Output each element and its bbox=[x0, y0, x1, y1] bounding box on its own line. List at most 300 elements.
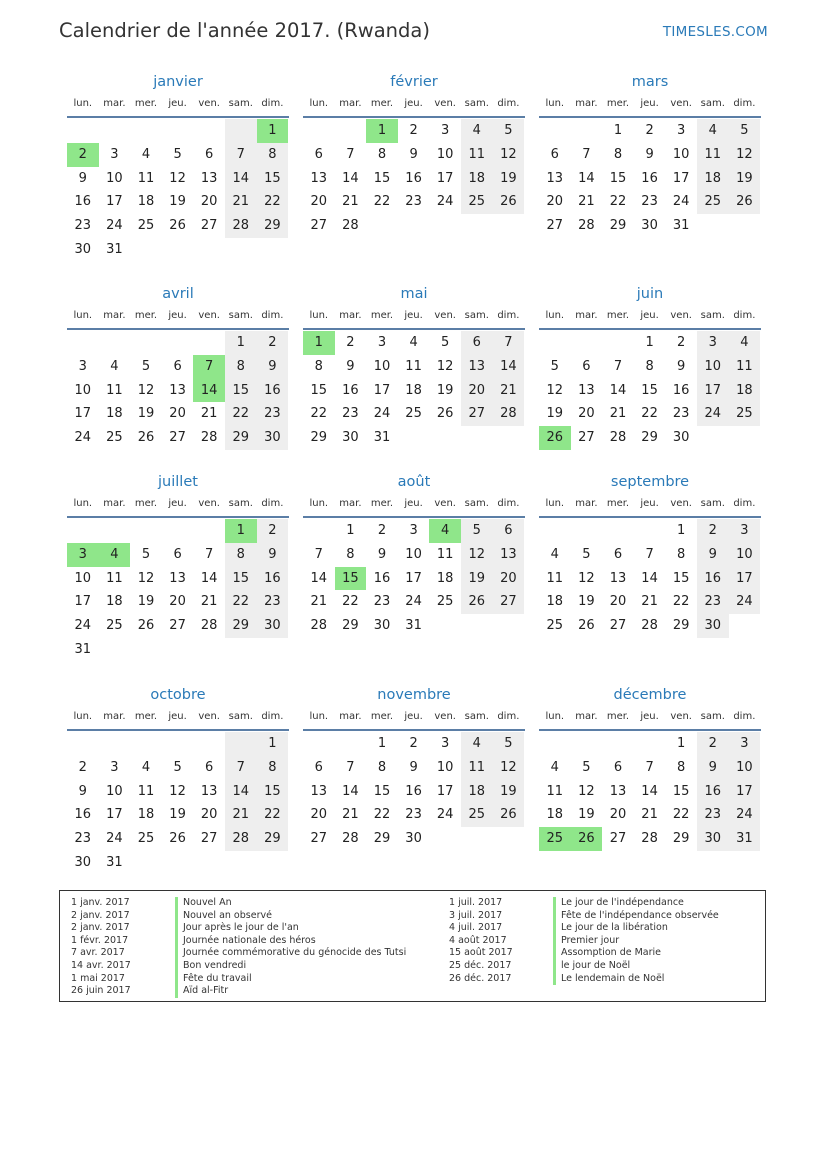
weekday-header bbox=[67, 94, 289, 118]
day-cell: 19 bbox=[169, 194, 186, 210]
day-cell: 25 bbox=[729, 402, 761, 426]
day-cell: 29 bbox=[373, 831, 391, 847]
weekday-header bbox=[303, 94, 525, 118]
month-name: mars bbox=[631, 74, 669, 90]
day-cell: 26 bbox=[461, 590, 493, 614]
legend-holiday-name: Le lendemain de Noël bbox=[553, 973, 664, 986]
weekday-label: lun. bbox=[545, 498, 565, 509]
holiday-day-cell: 1 bbox=[257, 119, 289, 143]
day-cell: 11 bbox=[405, 358, 422, 374]
day-cell: 6 bbox=[493, 519, 525, 543]
day-cell: 5 bbox=[141, 546, 151, 562]
day-cell: 29 bbox=[225, 426, 257, 450]
month-5 bbox=[539, 282, 761, 450]
empty-day-cell bbox=[303, 519, 335, 543]
day-cell: 5 bbox=[729, 119, 761, 143]
legend-date: 1 mai 2017 bbox=[71, 972, 125, 984]
empty-day-cell bbox=[602, 519, 634, 543]
day-cell: 21 bbox=[200, 406, 218, 422]
day-cell: 14 bbox=[493, 355, 525, 379]
weekday-label: mar. bbox=[103, 711, 126, 722]
empty-day-cell bbox=[539, 331, 571, 355]
holiday-day-cell: 14 bbox=[193, 379, 225, 403]
day-cell: 11 bbox=[461, 756, 493, 780]
day-cell: 28 bbox=[641, 831, 658, 847]
day-cell: 4 bbox=[550, 546, 559, 562]
legend-date: 4 juil. 2017 bbox=[449, 922, 503, 934]
day-cell: 15 bbox=[310, 382, 328, 398]
day-cell: 7 bbox=[205, 546, 214, 562]
empty-day-cell bbox=[571, 119, 603, 143]
day-cell: 3 bbox=[441, 736, 450, 751]
weekday-label: lun. bbox=[545, 98, 565, 109]
day-cell: 3 bbox=[677, 123, 686, 138]
empty-day-cell bbox=[130, 331, 162, 355]
day-cell: 18 bbox=[137, 807, 155, 823]
legend-holiday-name: Nouvel an observé bbox=[175, 910, 272, 923]
day-cell: 24 bbox=[373, 406, 391, 422]
legend-row bbox=[71, 973, 406, 986]
day-cell: 22 bbox=[257, 803, 289, 827]
day-cell: 3 bbox=[409, 523, 418, 538]
day-cell: 28 bbox=[609, 430, 627, 446]
day-cell: 23 bbox=[342, 406, 359, 422]
day-cell: 13 bbox=[546, 170, 564, 186]
day-cell: 3 bbox=[110, 759, 119, 775]
day-cell: 10 bbox=[74, 382, 92, 398]
empty-day-cell bbox=[99, 119, 131, 143]
day-cell: 6 bbox=[550, 146, 559, 162]
weekday-label: mar. bbox=[339, 498, 362, 509]
day-cell: 18 bbox=[106, 406, 123, 422]
weekday-label: jeu. bbox=[168, 310, 187, 321]
day-cell: 10 bbox=[405, 546, 422, 562]
legend-holiday-name: Aïd al-Fitr bbox=[175, 985, 228, 998]
day-cell: 6 bbox=[205, 759, 214, 775]
day-cell: 3 bbox=[441, 123, 450, 138]
day-cell: 27 bbox=[310, 831, 328, 847]
day-cell: 10 bbox=[436, 146, 454, 162]
legend-holiday-name: Fête de l'indépendance observée bbox=[553, 910, 719, 923]
day-cell: 26 bbox=[578, 618, 595, 634]
day-cell: 19 bbox=[169, 807, 186, 823]
day-cell: 13 bbox=[310, 170, 328, 186]
weekday-label: ven. bbox=[198, 711, 220, 722]
empty-day-cell bbox=[193, 119, 225, 143]
weekday-label: jeu. bbox=[640, 98, 659, 109]
weekday-label: mer. bbox=[606, 498, 630, 509]
weekday-label: jeu. bbox=[404, 711, 423, 722]
day-cell: 20 bbox=[169, 406, 186, 422]
day-cell: 5 bbox=[582, 759, 591, 775]
day-cell: 24 bbox=[106, 218, 123, 234]
day-cell: 1 bbox=[377, 736, 387, 751]
legend-date: 25 déc. 2017 bbox=[449, 959, 512, 971]
legend-holiday-name: Fête du travail bbox=[175, 973, 252, 986]
day-grid bbox=[303, 119, 525, 238]
weekday-label: mar. bbox=[575, 711, 598, 722]
day-cell: 10 bbox=[74, 570, 92, 586]
day-cell: 30 bbox=[672, 430, 690, 446]
day-cell: 9 bbox=[346, 358, 355, 374]
day-cell: 30 bbox=[697, 614, 729, 638]
holiday-day-cell: 25 bbox=[539, 827, 571, 851]
day-cell: 6 bbox=[205, 146, 214, 162]
day-cell: 6 bbox=[613, 546, 623, 562]
month-name: août bbox=[397, 474, 431, 490]
day-cell: 27 bbox=[200, 218, 218, 234]
day-cell: 30 bbox=[405, 831, 422, 847]
weekday-label: mar. bbox=[575, 98, 598, 109]
day-cell: 20 bbox=[200, 194, 218, 210]
day-cell: 13 bbox=[609, 570, 627, 586]
month-name: décembre bbox=[613, 687, 687, 703]
day-cell: 27 bbox=[546, 218, 564, 234]
day-cell: 26 bbox=[137, 430, 155, 446]
month-3 bbox=[67, 282, 289, 450]
holiday-day-cell: 7 bbox=[193, 355, 225, 379]
day-cell: 22 bbox=[672, 594, 690, 610]
day-cell: 25 bbox=[106, 618, 123, 634]
weekday-label: mer. bbox=[606, 310, 630, 321]
day-cell: 21 bbox=[225, 190, 257, 214]
day-cell: 8 bbox=[677, 759, 686, 775]
empty-day-cell bbox=[99, 519, 131, 543]
day-cell: 24 bbox=[106, 831, 123, 847]
day-cell: 9 bbox=[697, 543, 729, 567]
day-cell: 26 bbox=[493, 190, 525, 214]
legend-holiday-name: Premier jour bbox=[553, 935, 619, 948]
day-cell: 18 bbox=[405, 382, 422, 398]
day-cell: 9 bbox=[409, 146, 418, 162]
legend-date: 2 janv. 2017 bbox=[71, 922, 130, 934]
legend-date: 7 avr. 2017 bbox=[71, 947, 125, 959]
day-cell: 25 bbox=[106, 430, 123, 446]
empty-day-cell bbox=[162, 519, 194, 543]
legend-column-right bbox=[449, 897, 719, 985]
day-cell: 4 bbox=[110, 358, 119, 374]
legend-row bbox=[449, 947, 719, 960]
day-cell: 23 bbox=[405, 807, 422, 823]
month-name: avril bbox=[162, 286, 194, 302]
empty-day-cell bbox=[225, 732, 257, 756]
day-cell: 27 bbox=[578, 430, 595, 446]
day-cell: 9 bbox=[78, 783, 87, 799]
weekday-label: sam. bbox=[700, 711, 725, 722]
legend-row bbox=[71, 897, 406, 910]
weekday-label: ven. bbox=[434, 498, 456, 509]
weekday-label: dim. bbox=[497, 711, 520, 722]
weekday-header bbox=[539, 494, 761, 518]
day-cell: 13 bbox=[310, 783, 328, 799]
empty-day-cell bbox=[162, 331, 194, 355]
day-cell: 12 bbox=[137, 570, 155, 586]
day-cell: 5 bbox=[493, 119, 525, 143]
day-cell: 9 bbox=[645, 146, 654, 162]
legend-holiday-name: Le jour de la libération bbox=[553, 922, 668, 935]
day-cell: 13 bbox=[461, 355, 493, 379]
day-cell: 8 bbox=[225, 355, 257, 379]
day-cell: 21 bbox=[493, 379, 525, 403]
day-cell: 28 bbox=[493, 402, 525, 426]
day-cell: 23 bbox=[672, 406, 690, 422]
day-grid bbox=[539, 119, 761, 238]
legend-date: 1 juil. 2017 bbox=[449, 897, 503, 908]
weekday-header bbox=[67, 707, 289, 731]
weekday-label: ven. bbox=[198, 498, 220, 509]
day-cell: 14 bbox=[641, 783, 658, 799]
day-cell: 25 bbox=[697, 190, 729, 214]
brand-link[interactable]: TIMESLES.COM bbox=[662, 24, 768, 40]
day-cell: 27 bbox=[461, 402, 493, 426]
weekday-label: jeu. bbox=[404, 498, 423, 509]
day-cell: 6 bbox=[461, 331, 493, 355]
weekday-label: sam. bbox=[464, 498, 489, 509]
day-grid bbox=[67, 519, 289, 662]
day-cell: 23 bbox=[697, 803, 729, 827]
day-cell: 19 bbox=[461, 567, 493, 591]
day-cell: 22 bbox=[257, 190, 289, 214]
day-cell: 13 bbox=[609, 783, 627, 799]
day-cell: 28 bbox=[310, 618, 328, 634]
empty-day-cell bbox=[335, 732, 367, 756]
day-cell: 8 bbox=[645, 358, 654, 374]
weekday-label: ven. bbox=[434, 711, 456, 722]
day-cell: 12 bbox=[578, 783, 595, 799]
weekday-label: ven. bbox=[670, 310, 692, 321]
day-cell: 24 bbox=[729, 803, 761, 827]
empty-day-cell bbox=[303, 119, 335, 143]
day-grid bbox=[539, 732, 761, 851]
legend-holiday-name: Jour après le jour de l'an bbox=[175, 922, 299, 935]
day-cell: 18 bbox=[546, 594, 564, 610]
day-cell: 4 bbox=[461, 119, 493, 143]
empty-day-cell bbox=[162, 119, 194, 143]
legend-holiday-name: Bon vendredi bbox=[175, 960, 246, 973]
day-cell: 7 bbox=[346, 146, 355, 162]
day-cell: 27 bbox=[200, 831, 218, 847]
day-cell: 12 bbox=[578, 570, 595, 586]
holiday-day-cell: 26 bbox=[571, 827, 603, 851]
empty-day-cell bbox=[539, 732, 571, 756]
day-cell: 28 bbox=[578, 218, 595, 234]
day-grid bbox=[303, 519, 525, 638]
day-cell: 2 bbox=[677, 335, 686, 350]
legend-date: 26 déc. 2017 bbox=[449, 972, 512, 984]
day-cell: 4 bbox=[409, 335, 418, 350]
day-cell: 17 bbox=[729, 780, 761, 804]
holiday-day-cell: 4 bbox=[429, 519, 461, 543]
day-cell: 9 bbox=[78, 170, 87, 186]
day-cell: 19 bbox=[436, 382, 454, 398]
holiday-day-cell: 1 bbox=[303, 331, 335, 355]
day-cell: 31 bbox=[106, 854, 123, 870]
day-cell: 2 bbox=[78, 759, 87, 775]
day-cell: 6 bbox=[582, 358, 591, 374]
holiday-day-cell: 2 bbox=[67, 143, 99, 167]
day-cell: 8 bbox=[346, 546, 355, 562]
legend-row bbox=[71, 985, 406, 998]
day-cell: 24 bbox=[436, 194, 454, 210]
weekday-label: dim. bbox=[733, 498, 756, 509]
weekday-label: lun. bbox=[309, 711, 329, 722]
day-cell: 8 bbox=[257, 143, 289, 167]
day-cell: 29 bbox=[609, 218, 627, 234]
day-cell: 1 bbox=[677, 736, 686, 751]
empty-day-cell bbox=[67, 732, 99, 756]
weekday-label: sam. bbox=[228, 98, 253, 109]
weekday-label: mer. bbox=[134, 310, 158, 321]
day-cell: 23 bbox=[74, 218, 92, 234]
day-cell: 26 bbox=[169, 831, 186, 847]
legend-holiday-name: le jour de Noël bbox=[553, 960, 630, 973]
weekday-label: jeu. bbox=[168, 498, 187, 509]
weekday-label: ven. bbox=[670, 98, 692, 109]
weekday-header bbox=[303, 306, 525, 330]
empty-day-cell bbox=[99, 732, 131, 756]
legend-date: 26 juin 2017 bbox=[71, 985, 131, 997]
weekday-label: mar. bbox=[103, 310, 126, 321]
month-4 bbox=[303, 282, 525, 450]
weekday-label: ven. bbox=[198, 310, 220, 321]
day-cell: 31 bbox=[74, 641, 92, 657]
day-cell: 2 bbox=[346, 335, 355, 350]
day-cell: 12 bbox=[546, 382, 564, 398]
empty-day-cell bbox=[602, 331, 634, 355]
day-cell: 9 bbox=[257, 543, 289, 567]
day-cell: 4 bbox=[697, 119, 729, 143]
day-cell: 22 bbox=[609, 194, 627, 210]
day-cell: 17 bbox=[74, 406, 92, 422]
weekday-label: sam. bbox=[228, 310, 253, 321]
legend-date: 3 juil. 2017 bbox=[449, 909, 503, 921]
empty-day-cell bbox=[539, 519, 571, 543]
day-cell: 21 bbox=[342, 194, 359, 210]
day-cell: 23 bbox=[373, 594, 391, 610]
day-cell: 17 bbox=[436, 783, 454, 799]
empty-day-cell bbox=[193, 519, 225, 543]
day-cell: 4 bbox=[141, 146, 151, 162]
day-cell: 5 bbox=[550, 358, 559, 374]
legend-row bbox=[71, 935, 406, 948]
day-grid bbox=[303, 331, 525, 450]
day-cell: 23 bbox=[257, 402, 289, 426]
day-cell: 10 bbox=[672, 146, 690, 162]
legend-row bbox=[449, 922, 719, 935]
day-cell: 1 bbox=[346, 523, 355, 538]
empty-day-cell bbox=[162, 732, 194, 756]
weekday-header bbox=[67, 494, 289, 518]
empty-day-cell bbox=[634, 519, 666, 543]
weekday-label: mer. bbox=[134, 711, 158, 722]
day-cell: 12 bbox=[169, 170, 186, 186]
empty-day-cell bbox=[571, 331, 603, 355]
day-cell: 2 bbox=[409, 123, 418, 138]
month-8 bbox=[539, 470, 761, 638]
day-cell: 18 bbox=[729, 379, 761, 403]
day-cell: 4 bbox=[550, 759, 559, 775]
month-0 bbox=[67, 70, 289, 262]
day-cell: 16 bbox=[257, 567, 289, 591]
day-cell: 11 bbox=[137, 783, 155, 799]
day-cell: 21 bbox=[225, 803, 257, 827]
day-cell: 30 bbox=[74, 854, 92, 870]
day-cell: 14 bbox=[641, 570, 658, 586]
day-cell: 3 bbox=[729, 519, 761, 543]
day-cell: 23 bbox=[697, 590, 729, 614]
day-cell: 13 bbox=[200, 170, 218, 186]
day-cell: 27 bbox=[493, 590, 525, 614]
day-cell: 7 bbox=[346, 759, 355, 775]
month-9 bbox=[67, 683, 289, 875]
month-10 bbox=[303, 683, 525, 851]
day-cell: 28 bbox=[200, 430, 218, 446]
month-name: mai bbox=[400, 286, 428, 302]
day-cell: 16 bbox=[405, 170, 422, 186]
day-cell: 20 bbox=[578, 406, 595, 422]
day-cell: 4 bbox=[729, 331, 761, 355]
day-cell: 11 bbox=[546, 783, 564, 799]
legend-row bbox=[71, 960, 406, 973]
day-cell: 15 bbox=[672, 783, 690, 799]
day-cell: 13 bbox=[493, 543, 525, 567]
legend-row bbox=[449, 910, 719, 923]
day-cell: 13 bbox=[169, 382, 186, 398]
weekday-label: lun. bbox=[309, 498, 329, 509]
month-name: juillet bbox=[158, 474, 198, 490]
day-cell: 12 bbox=[461, 543, 493, 567]
holiday-day-cell: 1 bbox=[225, 519, 257, 543]
day-cell: 21 bbox=[200, 594, 218, 610]
day-cell: 30 bbox=[373, 618, 391, 634]
day-cell: 26 bbox=[137, 618, 155, 634]
legend-row bbox=[449, 973, 719, 986]
holiday-day-cell: 4 bbox=[99, 543, 131, 567]
day-cell: 15 bbox=[672, 570, 690, 586]
weekday-label: ven. bbox=[434, 98, 456, 109]
day-cell: 29 bbox=[672, 618, 690, 634]
day-cell: 20 bbox=[493, 567, 525, 591]
day-cell: 19 bbox=[729, 167, 761, 191]
day-cell: 3 bbox=[729, 732, 761, 756]
day-cell: 27 bbox=[169, 430, 186, 446]
day-cell: 8 bbox=[257, 756, 289, 780]
day-cell: 9 bbox=[677, 358, 686, 374]
day-cell: 12 bbox=[493, 143, 525, 167]
day-cell: 20 bbox=[461, 379, 493, 403]
day-cell: 18 bbox=[106, 594, 123, 610]
day-cell: 6 bbox=[314, 759, 323, 775]
day-cell: 14 bbox=[342, 170, 359, 186]
day-cell: 4 bbox=[461, 732, 493, 756]
weekday-label: dim. bbox=[261, 711, 284, 722]
empty-day-cell bbox=[335, 119, 367, 143]
day-cell: 24 bbox=[672, 194, 690, 210]
weekday-label: lun. bbox=[309, 310, 329, 321]
day-cell: 21 bbox=[641, 594, 658, 610]
weekday-label: lun. bbox=[309, 98, 329, 109]
day-cell: 16 bbox=[672, 382, 690, 398]
day-cell: 10 bbox=[729, 756, 761, 780]
day-cell: 1 bbox=[225, 331, 257, 355]
legend-row bbox=[71, 910, 406, 923]
day-cell: 22 bbox=[672, 807, 690, 823]
day-cell: 5 bbox=[441, 335, 450, 350]
day-cell: 15 bbox=[225, 567, 257, 591]
day-cell: 16 bbox=[74, 194, 92, 210]
day-cell: 2 bbox=[697, 519, 729, 543]
empty-day-cell bbox=[130, 519, 162, 543]
